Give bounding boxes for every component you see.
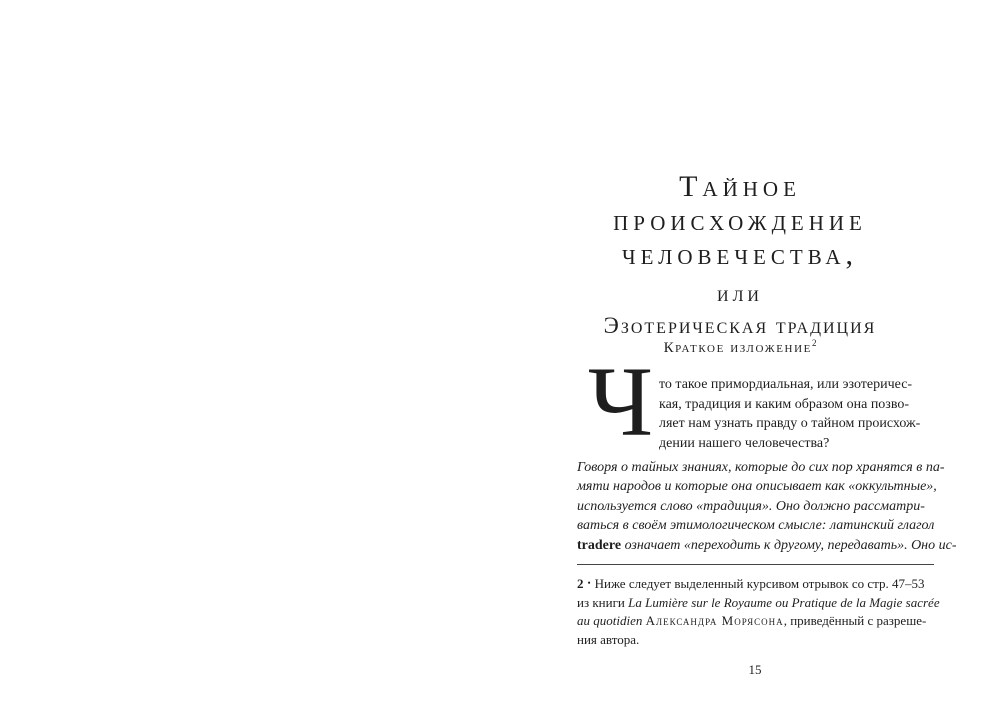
book-title: La Lumière sur le Royaume ou Pratique de la Magie sacrée <box>628 594 940 610</box>
footnote-line-2 <box>577 594 940 613</box>
footnote-line-1 <box>577 574 937 594</box>
lead-line: дении нашего человечества? <box>659 435 830 451</box>
lead-line: ляет нам узнать правду о тайном происхож- <box>659 416 921 432</box>
footnote-reference: 2 <box>811 338 817 348</box>
title-line-3: человечества, <box>621 238 859 271</box>
footnote-number: 2 <box>577 576 584 591</box>
title-line-1: Тайное <box>679 170 801 203</box>
body-line: используется слово «традиция». Оно должно рассматри- <box>577 498 925 514</box>
lead-line: кая, традиция и каким образом она позво- <box>659 396 910 412</box>
body-line: мяти народов и которые она описывает как «оккультные», <box>577 479 937 495</box>
footnote-text: из книги <box>577 594 629 610</box>
footnote <box>577 574 940 649</box>
page-number: 15 <box>748 662 762 677</box>
book-title-cont: au quotidien <box>577 613 643 629</box>
drop-cap: Ч <box>588 346 653 457</box>
author-name: Александра Морясона <box>645 613 784 629</box>
body-line: Говоря о тайных знаниях, которые до сих пор хранятся в па- <box>577 460 945 475</box>
latin-term: tradere <box>577 537 622 553</box>
lead-paragraph <box>659 375 939 453</box>
footnote-text: Ниже следует выделенный курсивом отрывок со стр. 47–53 <box>594 576 925 591</box>
title-line-5: Эзотерическая традиция <box>603 313 877 338</box>
chapter-title <box>548 170 932 342</box>
footnote-line-4: ния автора. <box>577 631 640 647</box>
italic-paragraph <box>577 458 957 555</box>
footnote-divider <box>577 564 934 565</box>
title-line-2: происхождение <box>613 204 867 237</box>
body-line: ваться в своём этимологическом смысле: латинский глагол <box>577 518 935 534</box>
subheading-text: Краткое изложение <box>663 340 812 356</box>
body-line-5-rest: означает «переходить к другому, передавать». Оно ис- <box>621 537 957 553</box>
lead-line: то такое примордиальная, или эзотеричес- <box>659 377 913 392</box>
body-line-5 <box>577 536 957 555</box>
title-line-4: или <box>717 281 763 306</box>
footnote-line-3 <box>577 612 937 631</box>
footnote-bullet: • <box>587 578 591 588</box>
footnote-text: , приведённый с разреше- <box>783 613 927 629</box>
